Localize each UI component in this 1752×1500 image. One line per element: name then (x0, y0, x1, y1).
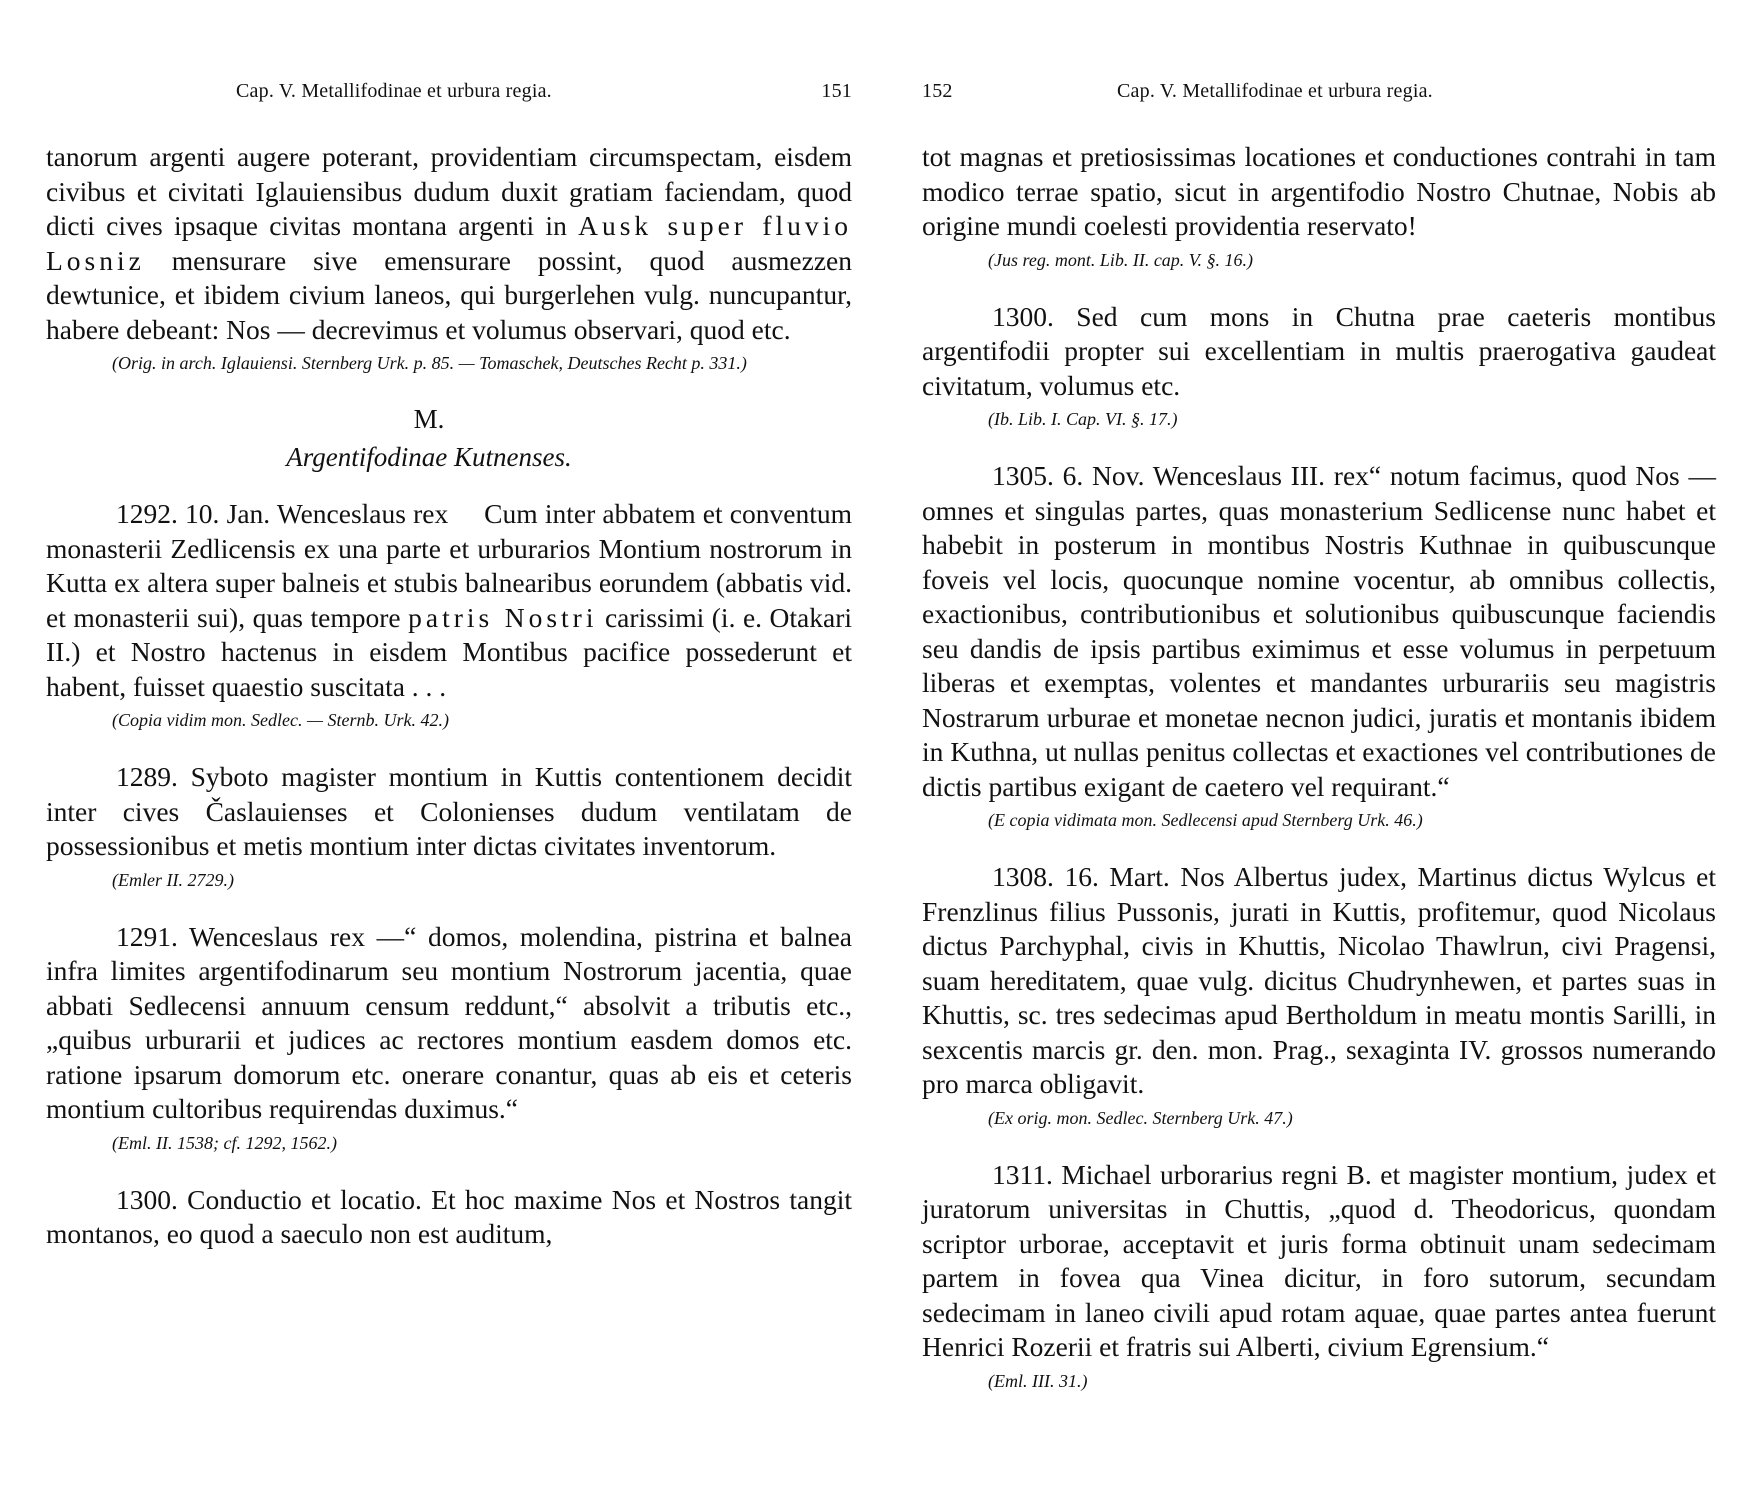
citation-1289: (Emler II. 2729.) (112, 869, 234, 890)
entry-1305: 1305. 6. Nov. Wenceslaus III. rex“ notum facimus, quod Nos — omnes et singulas partes, quas monasterium Sedlicense nunc habet et habebit in posterum in montibus Nostris Kuthnae in quibuscunque foveis vel locis, quocunque nomine vocentur, ab omnibus collectis, exactionibus, contributionibus et solutionibus quibuscunque faciendis seu dandis de ipsis partibus eximimus et esse volumus in perpetuum liberas et exemptas, volentes et mandantes urburariis seu magistris Nostrarum urburae et monetae necnon judici, juratis et montanis ibidem in Kuthna, ut nullas penitus collectas et exactiones vel contributiones de dictis partibus exigant de caetero vel requirant.“ (922, 460, 1716, 802)
continuation-text-b: mensurare sive emensurare possint, quod ausmezzen dewtunice, et ibidem civium laneos, qui burgerlehen vulg. nuncupantur, habere debeant: Nos — decrevimus et volumus observari, quod etc. (46, 244, 852, 345)
entry-1292-text-a: 1292. 10. Jan. Wenceslaus rex Cum inter abbatem et conventum monasterii Zedlicensis ex una parte et urburarios Montium nostrorum in Kutta ex altera super balneis et stubis balnearibus eorundem (abbatis vid. et monasterii sui), quas tempore (46, 498, 859, 633)
left-running-head (46, 80, 852, 106)
citation-continuation: (Orig. in arch. Iglauiensi. Sternberg Urk. p. 85. — Tomaschek, Deutsches Recht p. 331.) (112, 353, 747, 373)
citation-1308: (Ex orig. mon. Sedlec. Sternberg Urk. 47.) (988, 1107, 1293, 1128)
right-page (922, 0, 1716, 1500)
citation-1305: (E copia vidimata mon. Sedlecensi apud Sternberg Urk. 46.) (988, 810, 1423, 830)
entry-1292 (46, 497, 859, 704)
left-page-number: 151 (821, 80, 852, 102)
right-page-number: 152 (922, 80, 953, 102)
left-running-head-title: Cap. V. Metallifodinae et urbura regia. (236, 80, 552, 102)
entry-1300-sed-cum: 1300. Sed cum mons in Chutna prae caeteris montibus argentifodii propter sui excellentiam in multis praerogativa gaudeat civitatum, volumus etc. (922, 300, 1716, 401)
continuation-paragraph (46, 140, 852, 347)
entry-1311: 1311. Michael urborarius regni B. et magister montium, judex et juratorum universitas in Chuttis, „quod d. Theodoricus, quondam scriptor urborae, acceptavit et juris forma obtinuit unam sedecimam partem in fovea qua Vinea dicitur, in foro sutorum, secundam sedecimam in laneo civili apud rotam aquae, quae partes antea fuerunt Henrici Rozerii et fratris sui Alberti, civium Egrensium.“ (922, 1158, 1716, 1362)
left-page (46, 0, 859, 1500)
right-running-head (922, 80, 1716, 106)
entry-1300-conductio: 1300. Conductio et locatio. Et hoc maxime Nos et Nostros tangit montanos, eo quod a saeculo non est auditum, (46, 1183, 852, 1249)
citation-1300-sed-cum: (Ib. Lib. I. Cap. VI. §. 17.) (988, 409, 1178, 429)
entry-1292-spaced-text: patris Nostri (408, 601, 598, 633)
right-body-text (922, 140, 1716, 1395)
section-letter: M. (413, 404, 445, 434)
entry-1291: 1291. Wenceslaus rex —“ domos, molendina, pistrina et balnea infra limites argentifodinarum seu montium Nostrorum jacentia, quae abbati Sedlecensi annuum censum reddunt,“ absolvit a tributis etc., „quibus urburarii et judices ac rectores montium easdem domos etc. ratione ipsarum domorum etc. onerare conantur, quas ab eis et ceteris montium cultoribus requirendas duximus.“ (46, 920, 852, 1124)
left-body-text (46, 140, 859, 1252)
continuation-text-a: tanorum argenti augere poterant, providentiam circumspectam, eisdem civibus et civitati Iglauiensibus dudum duxit gratiam faciendam, quod dicti cives ipsaque civitas montana argenti in (46, 141, 852, 241)
right-running-head-title: Cap. V. Metallifodinae et urbura regia. (1117, 80, 1433, 102)
citation-1291: (Eml. II. 1538; cf. 1292, 1562.) (112, 1132, 337, 1153)
citation-1311: (Eml. III. 31.) (988, 1370, 1088, 1391)
continuation-spaced-text: Ausk super fluvio Losniz (46, 210, 853, 276)
citation-1292: (Copia vidim mon. Sedlec. — Sternb. Urk. 42.) (112, 710, 449, 730)
continuation-paragraph-right: tot magnas et pretiosissimas locationes et conductiones contrahi in tam modico terrae spatio, sicut in argentifodio Nostro Chutnae, Nobis ab origine mundi coelesti providentia reservato! (922, 141, 1716, 241)
entry-1289: 1289. Syboto magister montium in Kuttis contentionem decidit inter cives Časlauienses et Colonienses dudum ventilatam de possessionibus et metis montium inter dictas civitates inventorum. (46, 761, 852, 861)
entry-1292-text-b: carissimi (i. e. Otakari II.) et Nostro hactenus in eisdem Montibus pacifice possederunt et habent, fuisset quaestio suscitata . . . (46, 601, 852, 702)
section-title: Argentifodinae Kutnenses. (286, 442, 572, 472)
entry-1308: 1308. 16. Mart. Nos Albertus judex, Martinus dictus Wylcus et Frenzlinus filius Pussonis, jurati in Kuttis, profitemur, quod Nicolaus dictus Parchyphal, civis in Khuttis, Nicolao Thawlrun, civi Pragensi, suam hereditatem, quae vulg. dicitus Chudrynhewen, et partes suas in Khuttis, sc. tres sedecimas apud Bertholdum in meatu montis Sarilli, in sexcentis marcis gr. den. mon. Prag., sexaginta IV. grossos numerando pro marca obligavit. (922, 861, 1716, 1099)
citation-continuation-right: (Jus reg. mont. Lib. II. cap. V. §. 16.) (988, 249, 1253, 270)
